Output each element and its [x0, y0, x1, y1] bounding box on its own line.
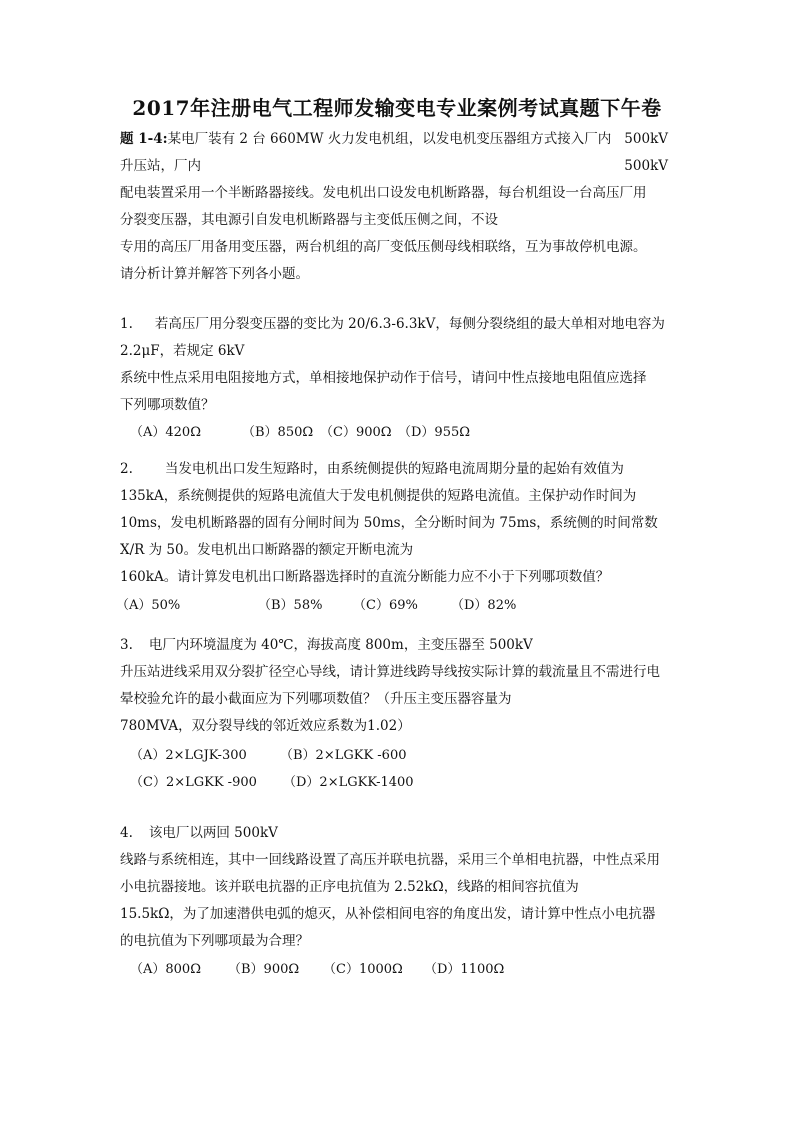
q4-option-b: （B）900Ω	[228, 962, 300, 977]
intro-line-5: 专用的高压厂用备用变压器，两台机组的高厂变低压侧母线相联络，互为事故停机电源。	[120, 239, 647, 255]
q1-number: 1.	[120, 316, 133, 332]
q1-option-b: （B）850Ω	[242, 425, 314, 440]
intro-line-2: 升压站，厂内	[120, 158, 201, 174]
intro-line-2-right: 500kV	[624, 158, 668, 174]
q2-option-b: （B）58%	[258, 598, 323, 613]
q3-line-1	[120, 636, 533, 654]
q2-line-5: 160kA。请计算发电机出口断路器选择时的直流分断能力应不小于下列哪项数值？	[120, 569, 610, 585]
q1-line-1	[120, 315, 665, 333]
q2-text-1: 当发电机出口发生短路时，由系统侧提供的短路电流周期分量的起始有效值为	[164, 461, 624, 477]
q3-line-2: 升压站进线采用双分裂扩径空心导线，请计算进线跨导线按实际计算的载流量且不需进行电	[120, 664, 660, 680]
q3-option-c: （C）2×LGKK -900	[130, 775, 257, 790]
q4-line-5: 的电抗值为下列哪项最为合理？	[120, 933, 309, 949]
intro-line-4: 分裂变压器，其电源引自发电机断路器与主变低压侧之间，不设	[120, 212, 498, 228]
q4-text-1: 该电厂以两回 500kV	[148, 825, 278, 841]
q2-line-2: 135kA，系统侧提供的短路电流值大于发电机侧提供的短路电流值。主保护动作时间为	[120, 488, 637, 504]
intro-line-6: 请分析计算并解答下列各小题。	[120, 266, 309, 282]
q4-line-4: 15.5kΩ，为了加速潜供电弧的熄灭，从补偿相间电容的角度出发，请计算中性点小电抗器	[120, 906, 656, 922]
q1-option-d: （D）955Ω	[398, 425, 471, 440]
q4-line-2: 线路与系统相连，其中一回线路设置了高压并联电抗器，采用三个单相电抗器，中性点采用	[120, 852, 660, 868]
q3-line-4: 780MVA，双分裂导线的邻近效应系数为1.02）	[120, 718, 411, 734]
q4-option-a: （A）800Ω	[130, 962, 201, 977]
intro-line-3: 配电装置采用一个半断路器接线。发电机出口设发电机断路器，每台机组设一台高压厂用	[120, 185, 647, 201]
q4-line-3: 小电抗器接地。该并联电抗器的正序电抗值为 2.52kΩ，线路的相间容抗值为	[120, 879, 579, 895]
q1-option-c: （C）900Ω	[320, 425, 392, 440]
intro-line-1	[120, 130, 611, 148]
q1-line-3: 系统中性点采用电阻接地方式，单相接地保护动作于信号，请问中性点接地电阻值应选择	[120, 370, 647, 386]
intro-label: 题 1-4:	[120, 131, 168, 147]
q2-line-3: 10ms，发电机断路器的固有分闸时间为 50ms，全分断时间为 75ms，系统侧的时间常数	[120, 515, 658, 531]
q2-line-4: X/R 为 50。发电机出口断路器的额定开断电流为	[120, 542, 414, 558]
intro-line-1-right: 500kV	[624, 131, 668, 147]
intro-text-1: 某电厂装有 2 台 660MW 火力发电机组，以发电机变压器组方式接入厂内	[167, 131, 612, 147]
q3-option-b: （B）2×LGKK -600	[280, 748, 407, 763]
q2-option-a: （A）50%	[116, 598, 181, 613]
q1-line-4: 下列哪项数值？	[120, 397, 215, 413]
q3-line-3: 晕校验允许的最小截面应为下列哪项数值？（升压主变压器容量为	[120, 691, 512, 707]
q2-option-d: （D）82%	[451, 598, 517, 613]
q1-line-2: 2.2μF，若规定 6kV	[120, 343, 245, 359]
q3-option-d: （D）2×LGKK-1400	[283, 775, 414, 790]
q4-number: 4.	[120, 825, 133, 841]
q4-line-1	[120, 824, 278, 842]
q2-line-1	[120, 460, 624, 478]
q4-option-d: （D）1100Ω	[424, 962, 505, 977]
q3-option-a: （A）2×LGJK-300	[130, 748, 247, 763]
q1-option-a: （A）420Ω	[130, 425, 201, 440]
q2-option-c: （C）69%	[353, 598, 418, 613]
q3-text-1: 电厂内环境温度为 40℃，海拔高度 800m，主变压器至 500kV	[148, 637, 533, 653]
page-title: 2017年注册电气工程师发输变电专业案例考试真题下午卷	[132, 96, 662, 120]
q1-text-1: 若高压厂用分裂变压器的变比为 20/6.3-6.3kV，每侧分裂绕组的最大单相对地电容为	[154, 316, 665, 332]
q4-option-c: （C）1000Ω	[323, 962, 403, 977]
q3-number: 3.	[120, 637, 133, 653]
q2-number: 2.	[120, 461, 133, 477]
